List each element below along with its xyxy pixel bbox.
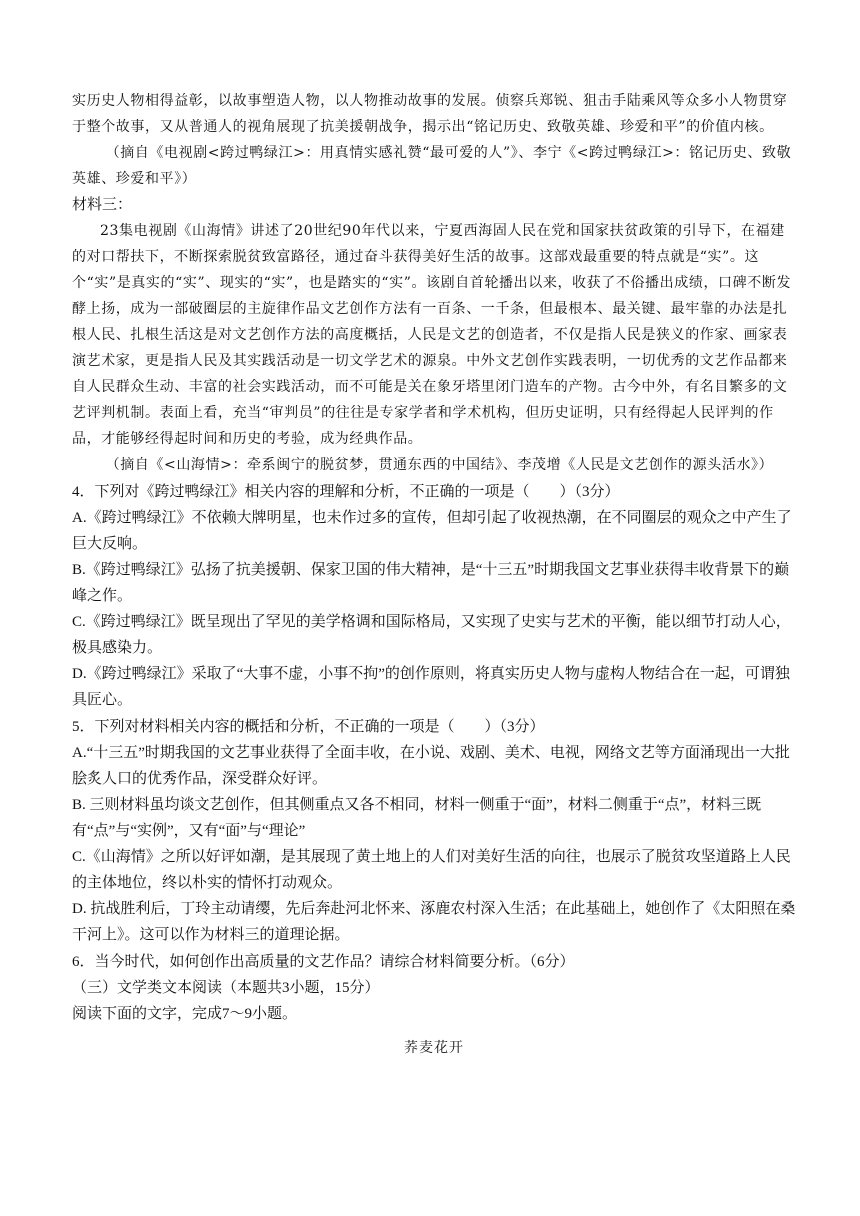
question-4-option-c: C.《跨过鸭绿江》既呈现出了罕见的美学格调和国际格局，又实现了史实与艺术的平衡，能以细节打动人心，极具感染力。 <box>72 614 791 656</box>
reading-instruction: 阅读下面的文字，完成7～9小题。 <box>72 1006 298 1022</box>
material3-body: 23集电视剧《山海情》讲述了20世纪90年代以来，宁夏西海固人民在党和国家扶贫政策的引导下，在福建的对口帮扶下，不断探索脱贫致富路径，通过奋斗获得美好生活的故事。这部戏最重要的特点就是“实”。这个“实”是真实的“实”、现实的“实”，也是踏实的“实”。该剧自首轮播出以来，收获了不俗播出成绩，口碑不断发酵上扬，成为一部破圈层的主旋律作品文艺创作方法有一百条、一千条，但最根本、最关键、最牢靠的办法是扎根人民、扎根生活这是对文艺创作方法的高度概括，人民是文艺的创造者，不仅是指人民是狭义的作家、画家表演艺术家，更是指人民及其实践活动是一切文学艺术的源泉。中外文艺创作实践表明，一切优秀的文艺作品都来自人民群众生动、丰富的社会实践活动，而不可能是关在象牙塔里闭门造车的产物。古今中外，有名目繁多的文艺评判机制。表面上看，充当“审判员”的往往是专家学者和学术机构，但历史证明，只有经得起人民评判的作品，才能够经得起时间和历史的考验，成为经典作品。 <box>72 223 792 447</box>
question-6: 6．当今时代，如何创作出高质量的文艺作品？请综合材料简要分析。（6分） <box>72 954 575 970</box>
question-4-option-d: D.《跨过鸭绿江》采取了“大事不虚，小事不拘”的创作原则，将真实历史人物与虚构人物结合在一起，可谓独具匠心。 <box>72 666 790 708</box>
question-5-option-a: A.“十三五”时期我国的文艺事业获得了全面丰收，在小说、戏剧、美术、电视，网络文艺等方面涌现出一大批脍炙人口的优秀作品，深受群众好评。 <box>72 745 790 787</box>
section-3-heading: （三）文学类文本阅读（本题共3小题，15分） <box>72 980 380 996</box>
question-5-option-b: B. 三则材料虽均谈文艺创作，但其侧重点又各不相同，材料一侧重于“面”，材料二侧重于“点”，材料三既有“点”与“实例”，又有“面”与“理论” <box>72 797 762 839</box>
exam-page <box>72 88 796 1061</box>
material3-source: （摘自《<山海情>：牵系闽宁的脱贫梦，贯通东西的中国结》、李茂增《人民是文艺创作的源头活水》） <box>105 457 774 473</box>
material2-tail: 实历史人物相得益彰，以故事塑造人物，以人物推动故事的发展。侦察兵郑锐、狙击手陆乘风等众多小人物贯穿于整个故事，又从普通人的视角展现了抗美援朝战争，揭示出“铭记历史、致敬英雄、珍爱和平”的价值内核。 <box>72 93 788 135</box>
material3-heading: 材料三： <box>72 197 133 213</box>
question-5-option-c: C.《山海情》之所以好评如潮，是其展现了黄土地上的人们对美好生活的向往，也展示了脱贫攻坚道路上人民的主体地位，终以朴实的情怀打动观众。 <box>72 849 791 891</box>
question-4-option-a: A.《跨过鸭绿江》不依赖大牌明星，也未作过多的宣传，但却引起了收视热潮，在不同圈层的观众之中产生了巨大反响。 <box>72 510 792 552</box>
question-4-stem: 4．下列对《跨过鸭绿江》相关内容的理解和分析，不正确的一项是（ ）（3分） <box>72 484 620 500</box>
question-4-option-b: B.《跨过鸭绿江》弘扬了抗美援朝、保家卫国的伟大精神，是“十三五”时期我国文艺事业获得丰收背景下的巅峰之作。 <box>72 562 790 604</box>
question-5-option-d: D. 抗战胜利后，丁玲主动请缨，先后奔赴河北怀来、涿鹿农村深入生活；在此基础上，她创作了《太阳照在桑干河上》。这可以作为材料三的道理论据。 <box>72 901 796 943</box>
question-5-stem: 5．下列对材料相关内容的概括和分析，不正确的一项是（ ）（3分） <box>72 719 545 735</box>
story-title: 荞麦花开 <box>404 1040 464 1056</box>
material2-source: （摘自《电视剧<跨过鸭绿江>：用真情实感礼赞“最可爱的人”》、李宁《<跨过鸭绿江>：铭记历史、致敬英雄、珍爱和平》） <box>72 145 792 187</box>
